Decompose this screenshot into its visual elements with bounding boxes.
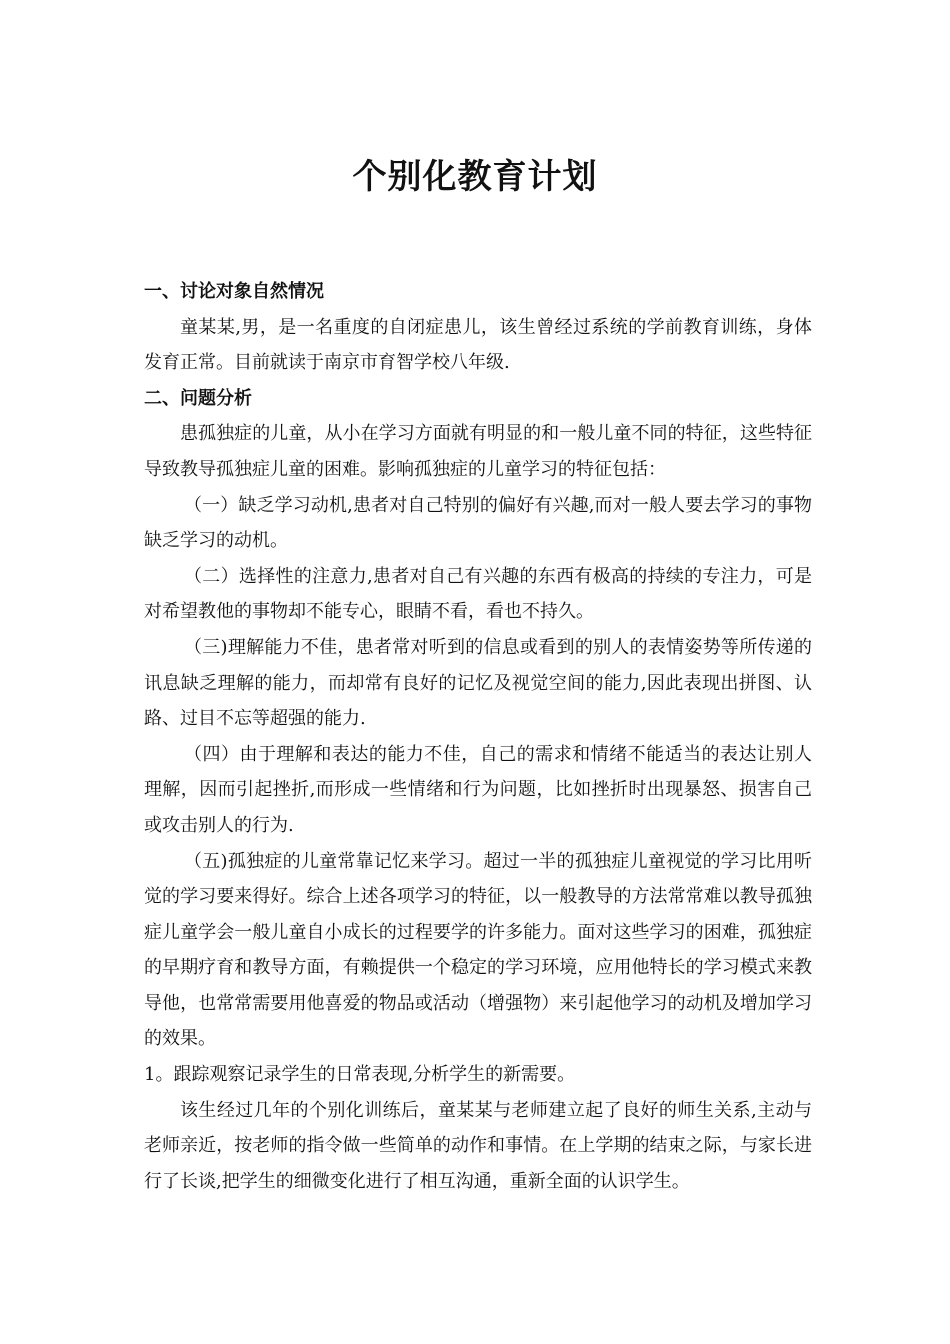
section-2-intro: 患孤独症的儿童，从小在学习方面就有明显的和一般儿童不同的特征，这些特征导致教导孤独症儿童的困难。影响孤独症的儿童学习的特征包括：: [144, 423, 812, 480]
point-1-heading: 1。跟踪观察记录学生的日常表现,分析学生的新需要。: [144, 1064, 576, 1086]
feature-item-4: （四）由于理解和表达的能力不佳，自己的需求和情绪不能适当的表达让别人理解，因而引起挫折,而形成一些情绪和行为问题，比如挫折时出现暴怒、损害自己或攻击别人的行为.: [144, 743, 812, 836]
document-body: [144, 274, 812, 1199]
section-1-heading: 一、讨论对象自然情况: [144, 281, 324, 302]
feature-item-5: （五)孤独症的儿童常靠记忆来学习。超过一半的孤独症儿童视觉的学习比用听觉的学习要来得好。综合上述各项学习的特征，以一般教导的方法常常难以教导孤独症儿童学会一般儿童自小成长的过程要学的许多能力。面对这些学习的困难，孤独症的早期疗育和教导方面，有赖提供一个稳定的学习环境，应用他特长的学习模式来教导他，也常常需要用他喜爱的物品或活动（增强物）来引起他学习的动机及增加学习的效果。: [144, 850, 812, 1050]
document-title: 个别化教育计划: [352, 157, 598, 197]
feature-item-3: （三)理解能力不佳，患者常对听到的信息或看到的别人的表情姿势等所传递的讯息缺乏理解的能力，而却常有良好的记忆及视觉空间的能力,因此表现出拼图、认路、过目不忘等超强的能力.: [144, 636, 812, 730]
feature-item-2: （二）选择性的注意力,患者对自己有兴趣的东西有极高的持续的专注力，可是对希望教他的事物却不能专心，眼睛不看，看也不持久。: [144, 565, 812, 623]
section-1-paragraph: 童某某,男，是一名重度的自闭症患儿，该生曾经过系统的学前教育训练，身体发育正常。目前就读于南京市育智学校八年级.: [144, 316, 812, 374]
point-1-paragraph: 该生经过几年的个别化训练后，童某某与老师建立起了良好的师生关系,主动与老师亲近，按老师的指令做一些简单的动作和事情。在上学期的结束之际，与家长进行了长谈,把学生的细微变化进行了相互沟通，重新全面的认识学生。: [144, 1099, 812, 1192]
feature-item-1: （一）缺乏学习动机,患者对自己特别的偏好有兴趣,而对一般人要去学习的事物缺乏学习的动机。: [144, 494, 812, 552]
section-2-heading: 二、问题分析: [144, 387, 252, 409]
